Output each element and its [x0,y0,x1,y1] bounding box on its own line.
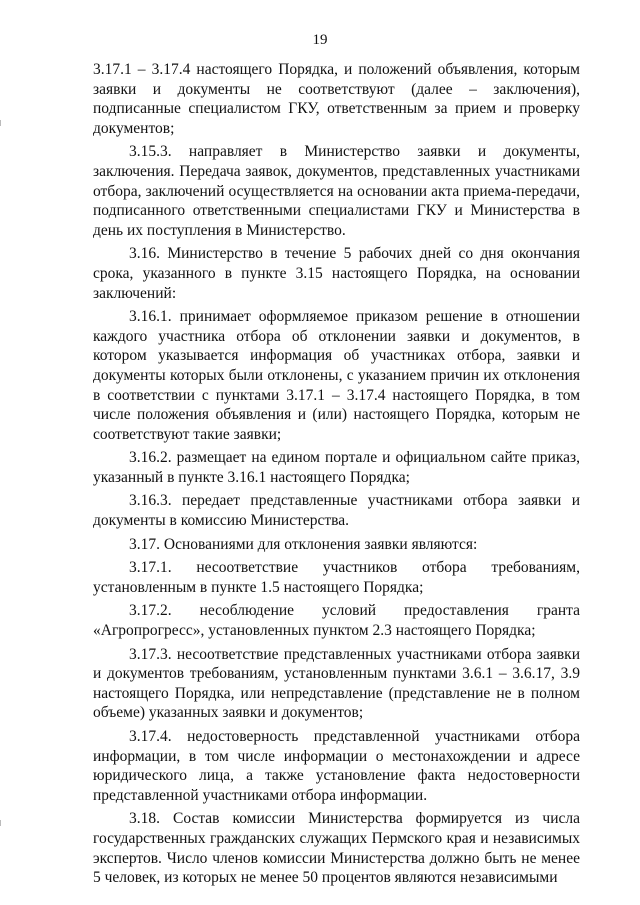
paragraph-3-16-1: 3.16.1. принимает оформляемое приказом решение в отношении каждого участника отбора об отклонении заявки и документов, в котором указывается информация об участниках отбора, заявки и документы которых были отклонены, с указанием причин их отклонения в соответствии с пунктами 3.17.1 – 3.17.4 настоящего Порядка, в том числе положения объявления и (или) настоящего Порядка, которым не соответствуют такие заявки; [93,308,580,443]
paragraph-3-17-2: 3.17.2. несоблюдение условий предоставления гранта «Агропрогресс», установленных пунктом 2.3 настоящего Порядка; [93,602,580,640]
paragraph-3-17-1: 3.17.1. несоответствие участников отбора требованиям, установленным в пункте 1.5 настоящего Порядка; [93,559,580,596]
document-body [93,60,580,892]
paragraph-3-16: 3.16. Министерство в течение 5 рабочих дней со дня окончания срока, указанного в пункте 3.15 настоящего Порядка, на основании заключений: [93,245,580,302]
paragraph-3-17-3: 3.17.3. несоответствие представленных участниками отбора заявки и документов требованиям, установленным пунктами 3.6.1 – 3.6.17, 3.9 настоящего Порядка, или непредставление (представление не в полном объеме) указанных заявки и документов; [93,645,580,722]
paragraph-3-17-4: 3.17.4. недостоверность представленной участниками отбора информации, в том числе информации о местонахождении и адресе юридического лица, а также установление факта недостоверности представленной участниками отбора информации. [93,728,580,804]
paragraph-3-17: 3.17. Основаниями для отклонения заявки являются: [129,535,478,553]
paragraph-continuation: 3.17.1 – 3.17.4 настоящего Порядка, и положений объявления, которым заявки и документы не соответствуют (далее – заключения), подписанные специалистом ГКУ, ответственным за прием и проверку документов; [93,61,580,137]
scan-margin-mark [0,820,5,826]
paragraph-3-18: 3.18. Состав комиссии Министерства формируется из числа государственных гражданских служащих Пермского края и независимых экспертов. Число членов комиссии Министерства должно быть не менее 5 человек, из которых не менее 50 процентов являются независимыми [93,810,580,887]
scan-margin-mark [0,120,5,126]
page-number: 19 [312,32,328,48]
paragraph-3-15-3: 3.15.3. направляет в Министерство заявки и документы, заключения. Передача заявок, документов, представленных участниками отбора, заключений осуществляется на основании акта приема-передачи, подписанного ответственными специалистами ГКУ и Министерства в день их поступления в Министерство. [93,143,580,239]
paragraph-3-16-3: 3.16.3. передает представленные участниками отбора заявки и документы в комиссию Министерства. [93,492,580,530]
paragraph-3-16-2: 3.16.2. размещает на едином портале и официальном сайте приказ, указанный в пункте 3.16.1 настоящего Порядка; [93,449,580,486]
